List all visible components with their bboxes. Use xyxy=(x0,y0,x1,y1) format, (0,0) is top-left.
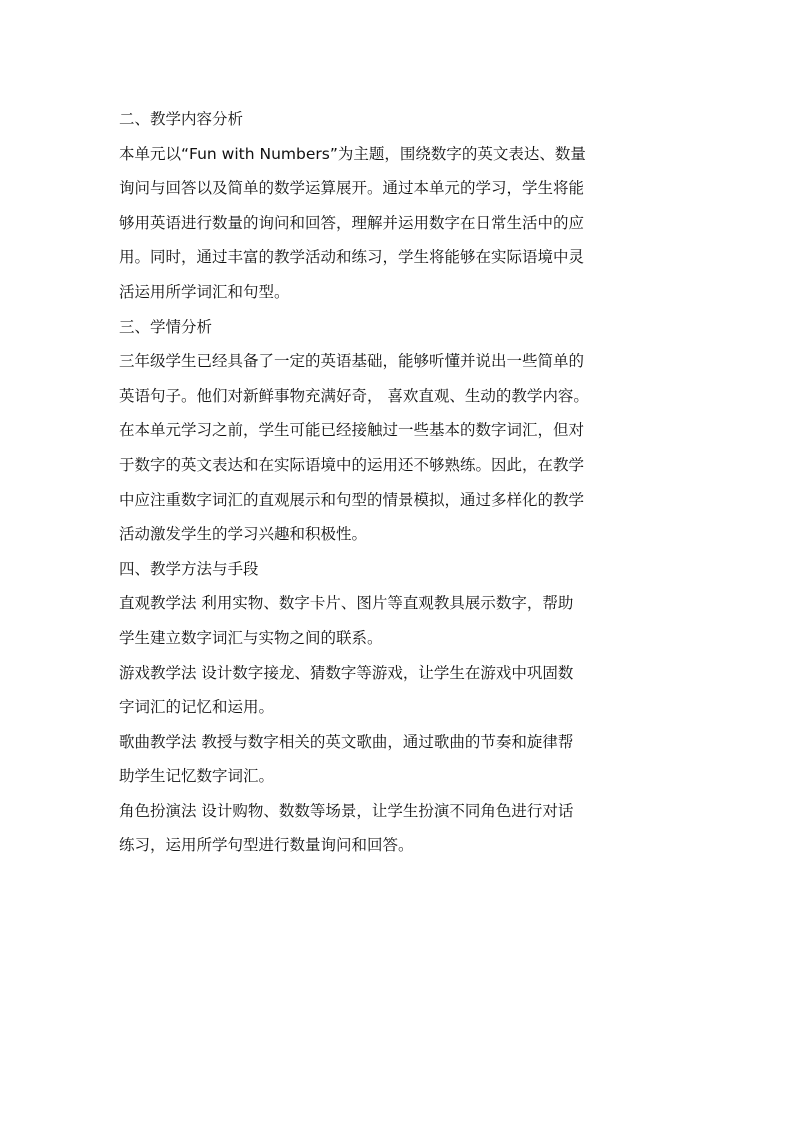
section-heading-content-analysis: 二、教学内容分析 xyxy=(119,110,244,128)
paragraph-line: 英语句子。他们对新鲜事物充满好奇， 喜欢直观、生动的教学内容。 xyxy=(119,386,589,405)
paragraph-line: 询问与回答以及简单的数学运算展开。通过本单元的学习，学生将能 xyxy=(119,179,585,198)
method-game-line: 游戏教学法 设计数字接龙、猜数字等游戏，让学生在游戏中巩固数 xyxy=(119,663,574,682)
paragraph-line: 在本单元学习之前，学生可能已经接触过一些基本的数字词汇，但对 xyxy=(119,421,585,440)
section-heading-teaching-methods: 四、教学方法与手段 xyxy=(119,559,259,578)
paragraph-line: 够用英语进行数量的询问和回答，理解并运用数字在日常生活中的应 xyxy=(119,213,585,232)
method-visual-line: 直观教学法 利用实物、数字卡片、图片等直观教具展示数字，帮助 xyxy=(119,594,574,613)
paragraph-line: 活运用所学词汇和句型。 xyxy=(119,282,290,301)
method-roleplay-line: 角色扮演法 设计购物、数数等场景，让学生扮演不同角色进行对话 xyxy=(119,801,574,820)
document-body xyxy=(119,102,684,863)
paragraph-line: 三年级学生已经具备了一定的英语基础，能够听懂并说出一些简单的 xyxy=(119,352,585,371)
method-visual-line: 学生建立数字词汇与实物之间的联系。 xyxy=(119,628,383,647)
paragraph-line: 中应注重数字词汇的直观展示和句型的情景模拟，通过多样化的教学 xyxy=(119,490,585,509)
paragraph-line: 活动激发学生的学习兴趣和积极性。 xyxy=(119,525,368,544)
paragraph-line: 本单元以“Fun with Numbers”为主题，围绕数字的英文表达、数量 xyxy=(119,144,586,163)
paragraph-line: 用。同时，通过丰富的教学活动和练习，学生将能够在实际语境中灵 xyxy=(119,248,585,267)
method-song-line: 歌曲教学法 教授与数字相关的英文歌曲，通过歌曲的节奏和旋律帮 xyxy=(119,732,574,751)
method-roleplay-line: 练习，运用所学句型进行数量询问和回答。 xyxy=(119,836,414,855)
method-song-line: 助学生记忆数字词汇。 xyxy=(119,767,275,786)
paragraph-line: 于数字的英文表达和在实际语境中的运用还不够熟练。因此，在教学 xyxy=(119,455,585,474)
section-heading-student-analysis: 三、学情分析 xyxy=(119,317,213,336)
method-game-line: 字词汇的记忆和运用。 xyxy=(119,698,275,717)
